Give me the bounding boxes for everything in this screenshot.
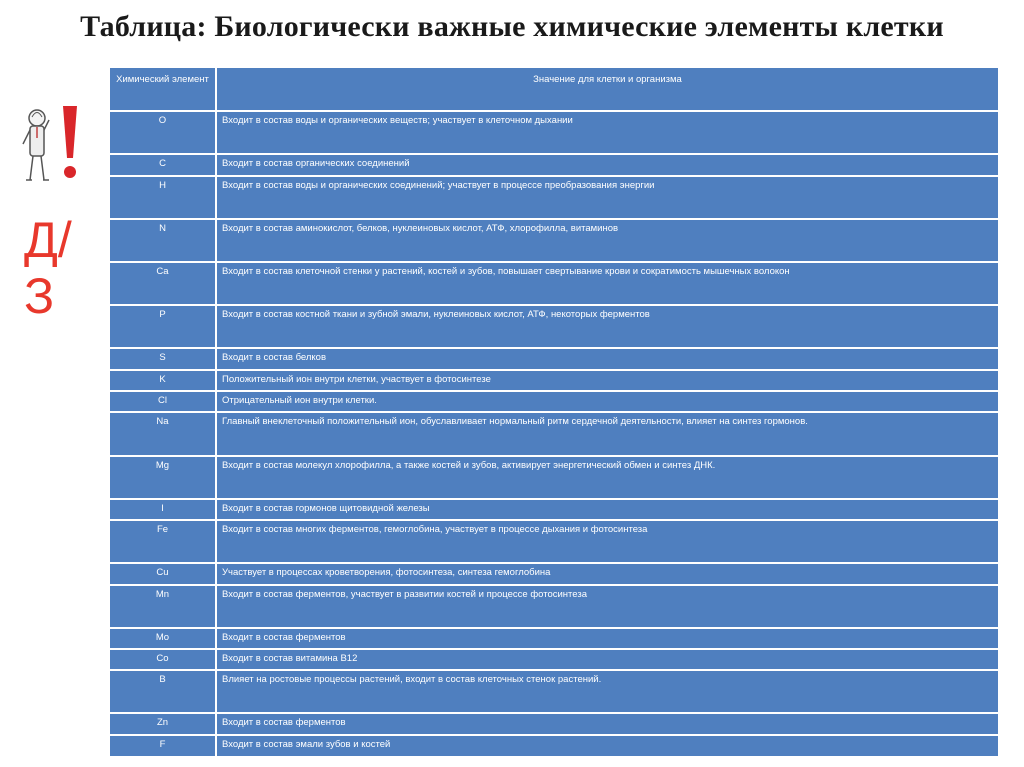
table-row bbox=[109, 456, 999, 499]
element-symbol: Mg bbox=[109, 456, 216, 499]
element-symbol: Cl bbox=[109, 391, 216, 412]
element-symbol: Fe bbox=[109, 520, 216, 563]
element-meaning: Входит в состав эмали зубов и костей bbox=[216, 735, 999, 757]
element-meaning: Входит в состав клеточной стенки у растений, костей и зубов, повышает свертывание крови и сократимость мышечных волокон bbox=[216, 262, 999, 305]
table-row bbox=[109, 305, 999, 348]
table-row bbox=[109, 370, 999, 391]
element-symbol: O bbox=[109, 111, 216, 154]
element-symbol: C bbox=[109, 154, 216, 176]
element-meaning: Влияет на ростовые процессы растений, входит в состав клеточных стенок растений. bbox=[216, 670, 999, 713]
table-row bbox=[109, 670, 999, 713]
table-row bbox=[109, 628, 999, 649]
element-symbol: Zn bbox=[109, 713, 216, 735]
element-meaning: Входит в состав ферментов bbox=[216, 713, 999, 735]
element-meaning: Входит в состав белков bbox=[216, 348, 999, 370]
element-symbol: B bbox=[109, 670, 216, 713]
element-meaning: Входит в состав органических соединений bbox=[216, 154, 999, 176]
homework-note-line-2: З bbox=[24, 268, 55, 324]
element-meaning: Участвует в процессах кроветворения, фотосинтеза, синтеза гемоглобина bbox=[216, 563, 999, 585]
table-row bbox=[109, 111, 999, 154]
element-symbol: Cu bbox=[109, 563, 216, 585]
table-row bbox=[109, 585, 999, 628]
element-meaning: Положительный ион внутри клетки, участвует в фотосинтезе bbox=[216, 370, 999, 391]
element-meaning: Входит в состав молекул хлорофилла, а также костей и зубов, активирует энергетический обмен и синтез ДНК. bbox=[216, 456, 999, 499]
elements-table bbox=[108, 66, 1000, 758]
element-symbol: Co bbox=[109, 649, 216, 670]
table-row bbox=[109, 563, 999, 585]
element-symbol: N bbox=[109, 219, 216, 262]
elements-table-container bbox=[108, 66, 998, 758]
element-meaning: Входит в состав ферментов bbox=[216, 628, 999, 649]
table-row bbox=[109, 499, 999, 520]
table-row bbox=[109, 262, 999, 305]
element-symbol: H bbox=[109, 176, 216, 219]
element-meaning: Входит в состав многих ферментов, гемоглобина, участвует в процессе дыхания и фотосинтеза bbox=[216, 520, 999, 563]
table-row bbox=[109, 348, 999, 370]
table-row bbox=[109, 713, 999, 735]
table-row bbox=[109, 154, 999, 176]
element-meaning: Входит в состав воды и органических веществ; участвует в клеточном дыхании bbox=[216, 111, 999, 154]
homework-note-line-1: Д/ bbox=[24, 212, 72, 268]
page-title: Таблица: Биологически важные химические элементы клетки bbox=[80, 10, 944, 43]
table-row bbox=[109, 735, 999, 757]
element-meaning: Входит в состав костной ткани и зубной эмали, нуклеиновых кислот, АТФ, некоторых ферментов bbox=[216, 305, 999, 348]
table-header-row bbox=[109, 67, 999, 111]
table-row bbox=[109, 219, 999, 262]
table-row bbox=[109, 176, 999, 219]
homework-note bbox=[24, 212, 72, 324]
column-header-element: Химический элемент bbox=[109, 67, 216, 111]
element-symbol: Mo bbox=[109, 628, 216, 649]
element-symbol: K bbox=[109, 370, 216, 391]
element-symbol: P bbox=[109, 305, 216, 348]
element-meaning: Входит в состав воды и органических соединений; участвует в процессе преобразования энергии bbox=[216, 176, 999, 219]
element-symbol: S bbox=[109, 348, 216, 370]
table-row bbox=[109, 520, 999, 563]
element-meaning: Входит в состав витамина B12 bbox=[216, 649, 999, 670]
element-symbol: Na bbox=[109, 412, 216, 455]
table-row bbox=[109, 412, 999, 455]
element-meaning: Входит в состав ферментов, участвует в развитии костей и процессе фотосинтеза bbox=[216, 585, 999, 628]
element-meaning: Отрицательный ион внутри клетки. bbox=[216, 391, 999, 412]
element-symbol: Ca bbox=[109, 262, 216, 305]
element-meaning: Главный внеклеточный положительный ион, обуславливает нормальный ритм сердечной деятельности, влияет на синтез гормонов. bbox=[216, 412, 999, 455]
element-symbol: Mn bbox=[109, 585, 216, 628]
element-meaning: Входит в состав аминокислот, белков, нуклеиновых кислот, АТФ, хлорофилла, витаминов bbox=[216, 219, 999, 262]
column-header-meaning: Значение для клетки и организма bbox=[216, 67, 999, 111]
element-symbol: F bbox=[109, 735, 216, 757]
thinking-person-exclamation-icon bbox=[19, 100, 89, 190]
table-row bbox=[109, 649, 999, 670]
element-symbol: I bbox=[109, 499, 216, 520]
element-meaning: Входит в состав гормонов щитовидной железы bbox=[216, 499, 999, 520]
table-row bbox=[109, 391, 999, 412]
